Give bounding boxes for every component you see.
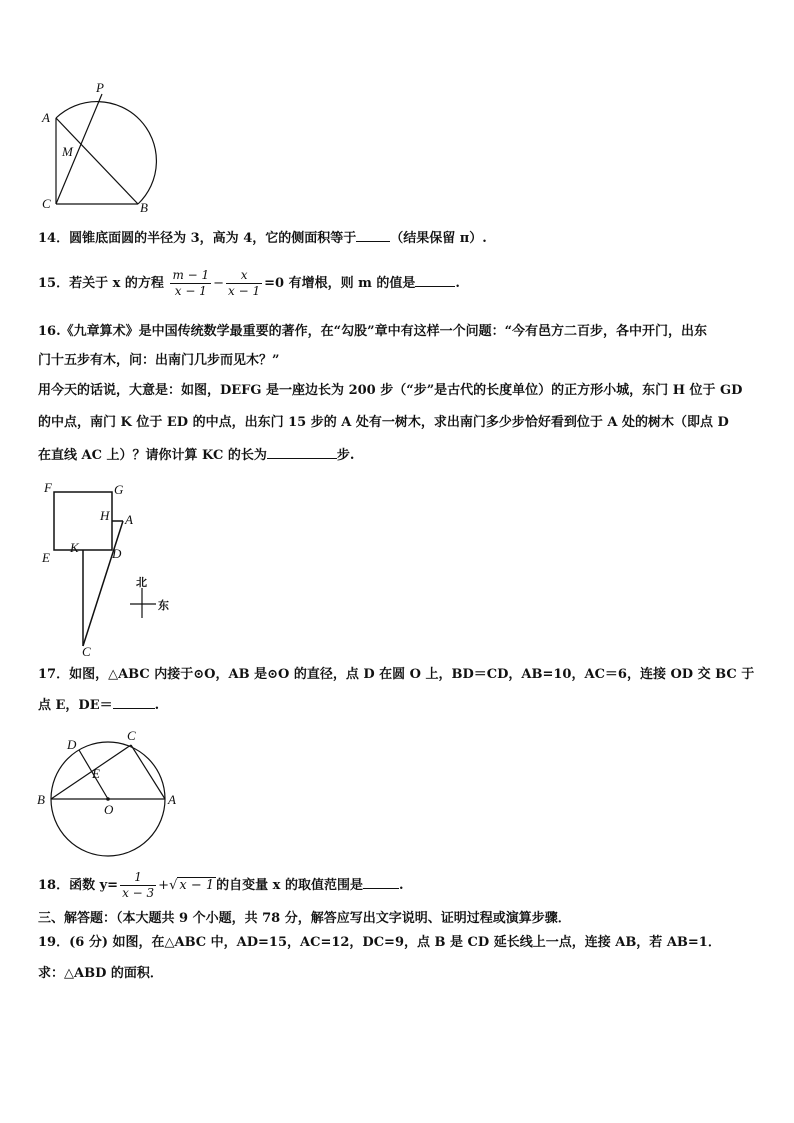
label-C: C (42, 196, 51, 211)
q14-answer-blank[interactable] (356, 229, 390, 242)
question-16-line-2: 门十五步有木，问：出南门几步而见木？” (38, 353, 280, 368)
label-H: H (100, 508, 110, 523)
question-17-line-2 (38, 696, 758, 715)
q15-post: =0 有增根，则 m 的值是 (264, 276, 416, 291)
q15-frac1-num: m − 1 (172, 268, 210, 282)
question-15 (38, 266, 758, 302)
question-17-line-1: 17．如图，△ABC 内接于⊙O，AB 是⊙O 的直径，点 D 在圆 O 上，BD＝CD，AB=10，AC＝6，连接 OD 交 BC 于 (38, 667, 755, 682)
q18-post: 的自变量 x 的取值范围是 (216, 878, 363, 893)
q18-answer-blank[interactable] (363, 876, 399, 889)
q18-frac-den: x − 3 (122, 886, 155, 900)
question-16-line-4: 的中点，南门 K 位于 ED 的中点，出东门 15 步的 A 处有一树木，求出南门多少步恰好看到位于 A 处的树木（即点 D (38, 415, 729, 430)
label-C: C (82, 644, 91, 658)
q15-frac1-den: x − 1 (174, 284, 207, 298)
question-16-line-1: 16.《九章算术》是中国传统数学最重要的著作，在“勾股”章中有这样一个问题：“今有邑方二百步，各中开门，出东 (38, 324, 708, 339)
q15-frac2-num: x (226, 268, 262, 284)
label-A: A (168, 792, 176, 807)
q15-number: 15． (38, 276, 70, 291)
figure-inscribed-triangle (34, 724, 184, 862)
label-B: B (140, 200, 148, 215)
label-east: 东 (158, 600, 169, 612)
q18-pre: 18．函数 y= (38, 878, 119, 893)
q15-answer-blank[interactable] (415, 274, 455, 287)
label-P: P (96, 80, 104, 95)
q18-plus: + (158, 878, 170, 893)
q18-radicand: x − 1 (179, 878, 215, 893)
figure-square-city (38, 478, 188, 658)
q15-minus: − (213, 276, 225, 291)
point-o (106, 797, 110, 801)
q15-fraction-2 (226, 268, 262, 299)
q17-line-2-text: 点 E，DE＝ (38, 698, 113, 713)
q17-answer-blank[interactable] (113, 696, 155, 709)
label-F: F (44, 480, 52, 495)
q14-text: 圆锥底面圆的半径为 3，高为 4，它的侧面积等于 (69, 231, 357, 246)
question-16-line-3: 用今天的话说，大意是：如图，DEFG 是一座边长为 200 步（“步”是古代的长度单位）的正方形小城，东门 H 位于 GD (38, 383, 743, 398)
q18-sqrt: √ x − 1 (169, 878, 215, 893)
label-D: D (112, 546, 122, 561)
q15-pre: 若关于 x 的方程 (69, 276, 164, 291)
q16-line-5-text: 在直线 AC 上）？请你计算 KC 的长为 (38, 448, 267, 463)
q14-number: 14． (38, 231, 70, 246)
label-K: K (70, 540, 79, 555)
q16-answer-blank[interactable] (267, 446, 337, 459)
segment-ac (83, 521, 123, 646)
segment-ab (56, 118, 138, 204)
question-16-line-5 (38, 446, 758, 465)
label-M: M (62, 144, 73, 159)
label-A: A (42, 110, 50, 125)
q18-end: . (398, 878, 404, 893)
figure-circle-apmcb (36, 78, 176, 218)
segment-ca (131, 745, 165, 799)
question-19-line-1: 19．(6 分) 如图，在△ABC 中，AD=15，AC=12，DC=9，点 B 是 CD 延长线上一点，连接 AB，若 AB=1． (38, 935, 721, 950)
q16-end: 步. (336, 448, 355, 463)
q18-fraction (120, 870, 156, 901)
q17-end: . (154, 698, 160, 713)
label-north: 北 (136, 577, 147, 589)
label-E: E (92, 766, 100, 781)
label-D: D (67, 737, 77, 752)
question-19-line-2: 求：△ABD 的面积． (38, 966, 163, 981)
label-G: G (114, 482, 124, 497)
label-O: O (104, 802, 114, 817)
segment-bc (51, 745, 131, 799)
section-3-heading: 三、解答题：（本大题共 9 个小题，共 78 分，解答应写出文字说明、证明过程或演算步骤． (38, 911, 571, 926)
question-14 (38, 229, 758, 248)
label-C: C (127, 728, 136, 743)
q15-end: . (455, 276, 460, 291)
q15-frac2-den: x − 1 (228, 284, 261, 298)
label-E: E (42, 550, 50, 565)
q14-tail: （结果保留 π）. (390, 231, 487, 246)
label-A: A (125, 512, 133, 527)
question-18 (38, 868, 758, 904)
label-B: B (37, 792, 45, 807)
q15-fraction-1 (170, 268, 211, 299)
q18-frac-num: 1 (120, 870, 156, 886)
